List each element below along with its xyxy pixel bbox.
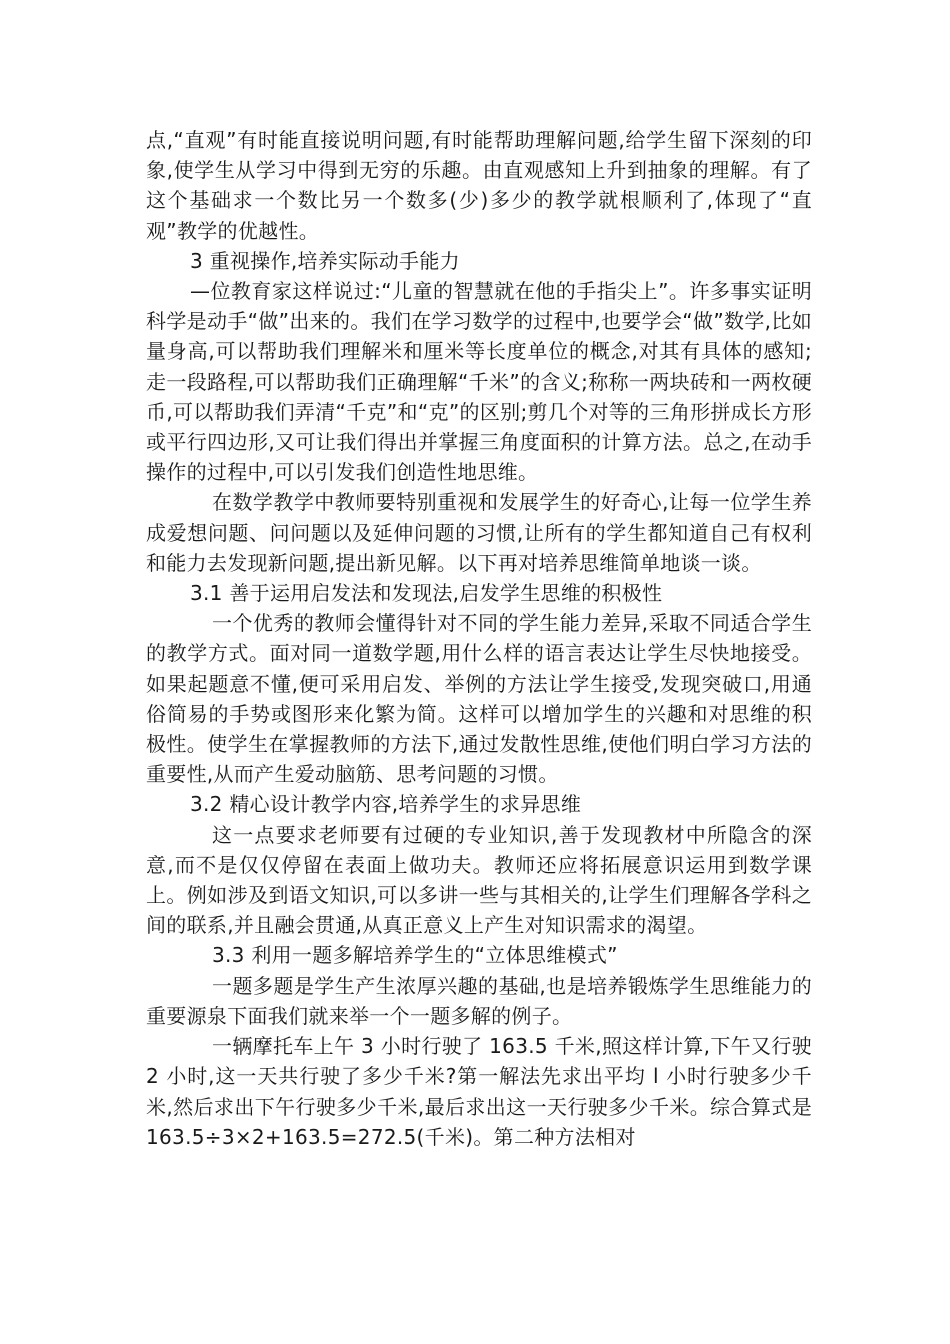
paragraph-content-design: 这一点要求老师要有过硬的专业知识,善于发现教材中所隐含的深意,而不是仅仅停留在表面上做功夫。教师还应将拓展意识运用到数学课上。例如涉及到语文知识,可以多讲一些与其相关的,让学生们理解各学科之间的联系,并且融会贯通,从真正意义上产生对知识需求的渴望。 — [146, 822, 812, 938]
section-heading-3-2: 3.2 精心设计教学内容,培养学生的求异思维 — [190, 792, 582, 817]
paragraph-multiple-solutions: 一题多题是学生产生浓厚兴趣的基础,也是培养锻炼学生思维能力的重要源泉下面我们就来举一个一题多解的例子。 — [146, 973, 812, 1028]
section-heading-3-3: 3.3 利用一题多解培养学生的“立体思维模式” — [212, 943, 618, 968]
paragraph-intuition-continued: 点,“直观”有时能直接说明问题,有时能帮助理解问题,给学生留下深刻的印象,使学生从学习中得到无穷的乐趣。由直观感知上升到抽象的理解。有了这个基础求一个数比另一个数多(少)多少的教学就根顺利了,体现了“直观”教学的优越性。 — [146, 128, 812, 243]
document-body — [146, 125, 812, 1152]
section-heading-3: 3 重视操作,培养实际动手能力 — [190, 248, 460, 273]
section-heading-3-1: 3.1 善于运用启发法和发现法,启发学生思维的积极性 — [190, 581, 663, 606]
paragraph-motorcycle-example: 一辆摩托车上午 3 小时行驶了 163.5 千米,照这样计算,下午又行驶 2 小时,这一天共行驶了多少千米?第一解法先求出平均 l 小时行驶多少千米,然后求出下午行驶多少千米,最后求出这一天行驶多少千米。综合算式是 163.5÷3×2+163.5=272.5(千米)。第二种方法相对 — [146, 1034, 812, 1149]
paragraph-curiosity: 在数学教学中教师要特别重视和发展学生的好奇心,让每一位学生养成爱想问题、问问题以及延伸问题的习惯,让所有的学生都知道自己有权利和能力去发现新问题,提出新见解。以下再对培养思维简单地谈一谈。 — [146, 490, 812, 575]
paragraph-heuristic-method: 一个优秀的教师会懂得针对不同的学生能力差异,采取不同适合学生的教学方式。面对同一道数学题,用什么样的语言表达让学生尽快地接受。如果起题意不懂,便可采用启发、举例的方法让学生接受,发现突破口,用通俗简易的手势或图形来化繁为简。这样可以增加学生的兴趣和对思维的积极性。使学生在掌握教师的方法下,通过发散性思维,使他们明白学习方法的重要性,从而产生爱动脑筋、思考问题的习惯。 — [146, 611, 812, 787]
paragraph-hands-on: —位教育家这样说过:“儿童的智慧就在他的手指尖上”。许多事实证明科学是动手“做”出来的。我们在学习数学的过程中,也要学会“做”数学,比如量身高,可以帮助我们理解米和厘米等长度单位的概念,对其有具体的感知;走一段路程,可以帮助我们正确理解“千米”的含义;称称一两块砖和一两枚硬币,可以帮助我们弄清“千克”和“克”的区别;剪几个对等的三角形拼成长方形或平行四边形,又可让我们得出并掌握三角度面积的计算方法。总之,在动手操作的过程中,可以引发我们创造性地思维。 — [146, 279, 812, 485]
